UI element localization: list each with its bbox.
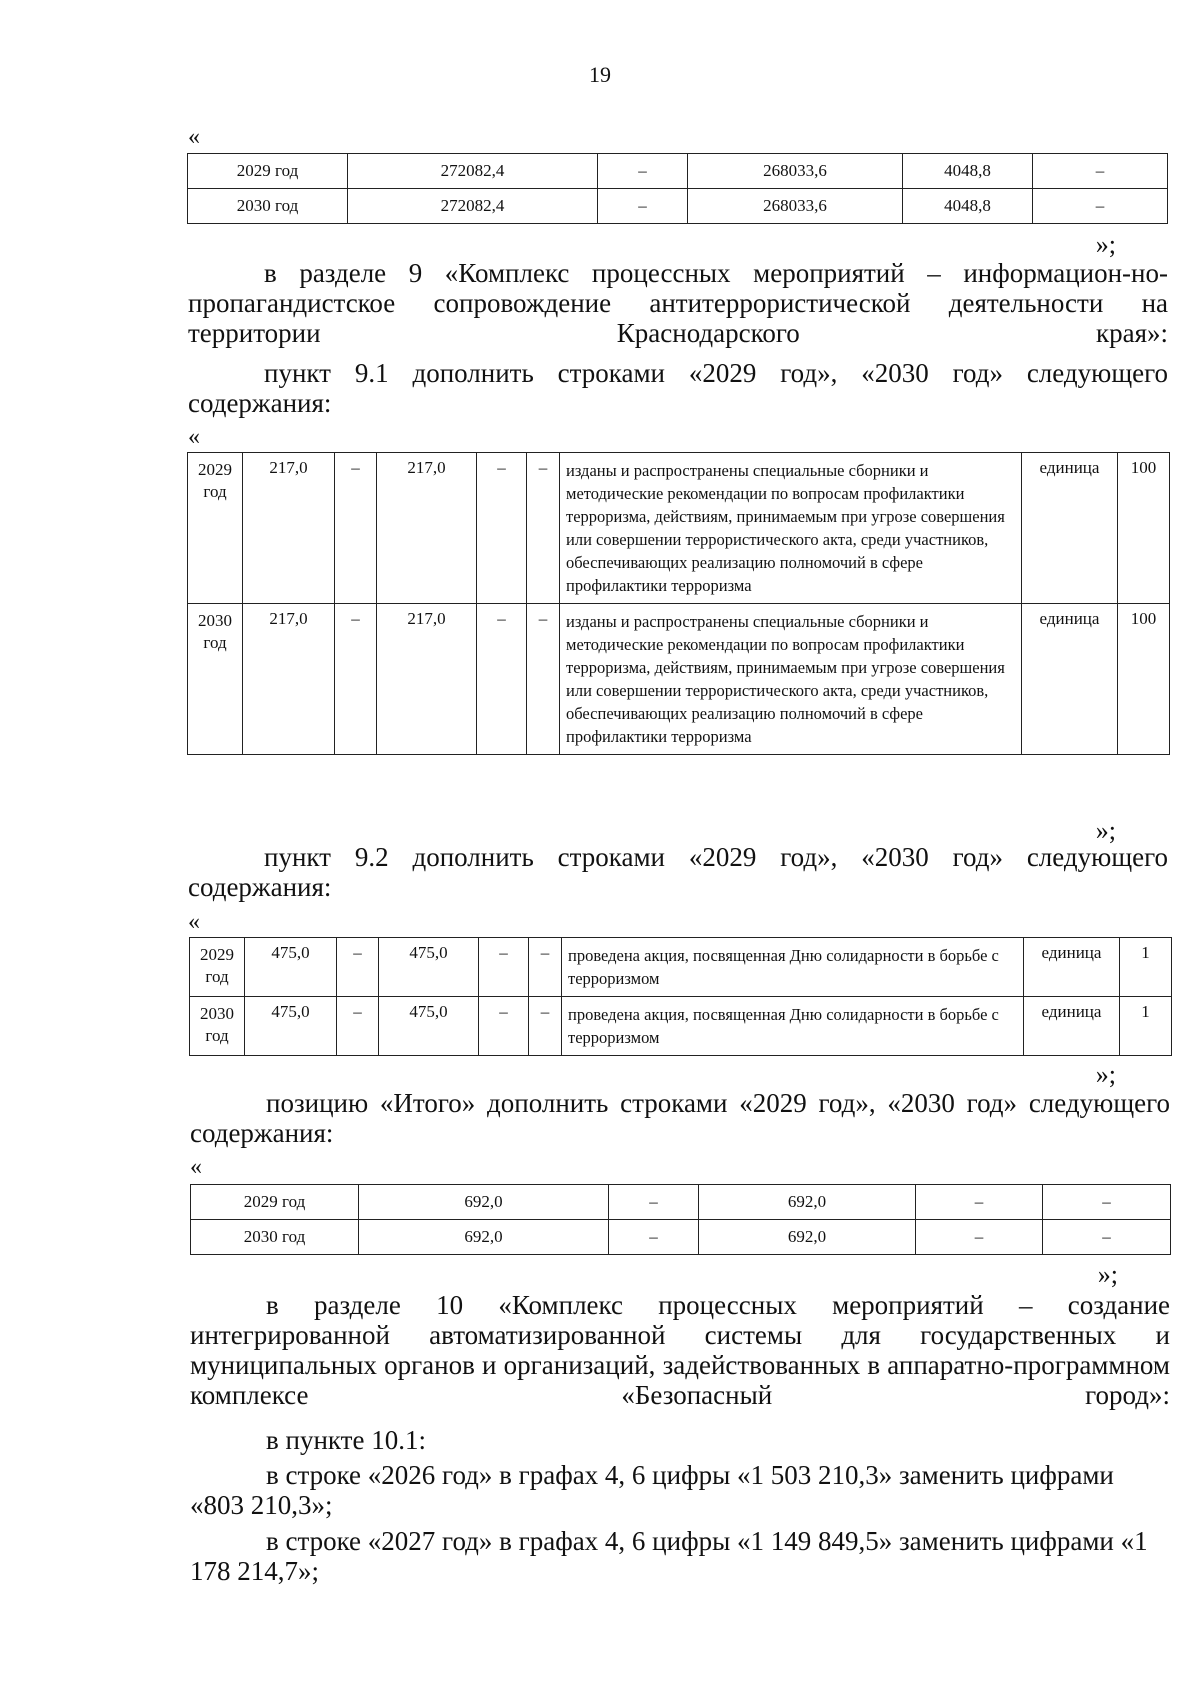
year-number: 2029 (200, 945, 234, 964)
closing-quote: »; (1095, 230, 1116, 259)
page-number: 19 (589, 62, 611, 87)
value-cell: – (337, 997, 379, 1056)
value-cell: – (479, 997, 529, 1056)
paragraph-section9: в разделе 9 «Комплекс процессных мероприятий – информацион-но-пропагандистское сопровождение антитеррористической деятельности на территории Краснодарского края»: (188, 258, 1168, 348)
year-word: год (205, 1026, 229, 1045)
value-cell: 4048,8 (903, 189, 1033, 224)
paragraph-2027: в строке «2027 год» в графах 4, 6 цифры «1 149 849,5» заменить цифрами «1 178 214,7»; (190, 1526, 1148, 1586)
value-cell: – (527, 453, 560, 604)
value-cell: 268033,6 (688, 189, 903, 224)
value-cell: 217,0 (377, 453, 477, 604)
value-cell: 475,0 (379, 997, 479, 1056)
value-cell: 217,0 (243, 604, 335, 755)
opening-quote: « (188, 909, 200, 935)
value-cell: – (1033, 154, 1168, 189)
value-cell: 217,0 (377, 604, 477, 755)
value-cell: – (529, 938, 562, 997)
target-value-cell: 100 (1118, 604, 1170, 755)
paragraph-itogo: позицию «Итого» дополнить строками «2029 год», «2030 год» следующего содержания: (190, 1088, 1170, 1148)
table-row (188, 189, 1168, 224)
year-cell: 2030 год (191, 1220, 359, 1255)
value-cell: – (527, 604, 560, 755)
year-word: год (203, 633, 227, 652)
table-itogo (190, 1184, 1171, 1255)
table-9-2 (189, 937, 1172, 1056)
paragraph-9-2: пункт 9.2 дополнить строками «2029 год», «2030 год» следующего содержания: (188, 842, 1168, 902)
target-value-cell: 1 (1120, 997, 1172, 1056)
year-cell (188, 604, 243, 755)
year-cell: 2029 год (191, 1185, 359, 1220)
result-text-cell: проведена акция, посвященная Дню солидарности в борьбе с терроризмом (562, 938, 1024, 997)
table-row (191, 1185, 1171, 1220)
year-cell (190, 938, 245, 997)
value-cell: – (1043, 1220, 1171, 1255)
opening-quote: « (190, 1154, 202, 1180)
value-cell: 475,0 (379, 938, 479, 997)
year-number: 2030 (198, 611, 232, 630)
value-cell: – (598, 189, 688, 224)
value-cell: 268033,6 (688, 154, 903, 189)
value-cell: 692,0 (359, 1185, 609, 1220)
opening-quote: « (188, 124, 200, 150)
target-value-cell: 1 (1120, 938, 1172, 997)
paragraph-2026: в строке «2026 год» в графах 4, 6 цифры «1 503 210,3» заменить цифрами «803 210,3»; (190, 1460, 1114, 1520)
paragraph-10-1: в пункте 10.1: (266, 1425, 426, 1455)
value-cell: 475,0 (245, 938, 337, 997)
value-cell: – (335, 604, 377, 755)
year-cell: 2030 год (188, 189, 348, 224)
value-cell: 217,0 (243, 453, 335, 604)
value-cell: – (1043, 1185, 1171, 1220)
value-cell: – (609, 1220, 699, 1255)
table-row (188, 604, 1170, 755)
value-cell: 272082,4 (348, 154, 598, 189)
unit-cell: единица (1024, 938, 1120, 997)
unit-cell: единица (1022, 453, 1118, 604)
value-cell: 475,0 (245, 997, 337, 1056)
value-cell: 4048,8 (903, 154, 1033, 189)
value-cell: – (916, 1185, 1043, 1220)
value-cell: 692,0 (359, 1220, 609, 1255)
year-word: год (205, 967, 229, 986)
value-cell: – (479, 938, 529, 997)
table-row (190, 938, 1172, 997)
table-row (191, 1220, 1171, 1255)
value-cell: 692,0 (699, 1185, 916, 1220)
closing-quote: »; (1095, 1060, 1116, 1089)
value-cell: – (529, 997, 562, 1056)
result-text-cell: изданы и распространены специальные сборники и методические рекомендации по вопросам профилактики терроризма, действиям, принимаемым при угрозе совершения или совершении террористического акта, среди участников, обеспечивающих реализацию полномочий в сфере профилактики терроризма (560, 453, 1022, 604)
table-row (190, 997, 1172, 1056)
unit-cell: единица (1022, 604, 1118, 755)
value-cell: 692,0 (699, 1220, 916, 1255)
table-9-1 (187, 452, 1170, 755)
year-cell (190, 997, 245, 1056)
year-number: 2030 (200, 1004, 234, 1023)
value-cell: – (609, 1185, 699, 1220)
opening-quote: « (188, 424, 200, 450)
result-text-cell: изданы и распространены специальные сборники и методические рекомендации по вопросам профилактики терроризма, действиям, принимаемым при угрозе совершения или совершении террористического акта, среди участников, обеспечивающих реализацию полномочий в сфере профилактики терроризма (560, 604, 1022, 755)
closing-quote: »; (1097, 1260, 1118, 1289)
table-section8 (187, 153, 1168, 224)
value-cell: – (598, 154, 688, 189)
value-cell: – (337, 938, 379, 997)
year-word: год (203, 482, 227, 501)
paragraph-section10: в разделе 10 «Комплекс процессных мероприятий – создание интегрированной автоматизированной системы для государственных и муниципальных органов и организаций, задействованных в аппаратно-программном комплексе «Безопасный город»: (190, 1290, 1170, 1410)
value-cell: – (477, 453, 527, 604)
paragraph-9-1: пункт 9.1 дополнить строками «2029 год», «2030 год» следующего содержания: (188, 358, 1168, 418)
table-row (188, 154, 1168, 189)
value-cell: – (477, 604, 527, 755)
closing-quote: »; (1095, 816, 1116, 845)
value-cell: 272082,4 (348, 189, 598, 224)
year-cell: 2029 год (188, 154, 348, 189)
unit-cell: единица (1024, 997, 1120, 1056)
value-cell: – (916, 1220, 1043, 1255)
year-number: 2029 (198, 460, 232, 479)
table-row (188, 453, 1170, 604)
target-value-cell: 100 (1118, 453, 1170, 604)
year-cell (188, 453, 243, 604)
value-cell: – (1033, 189, 1168, 224)
value-cell: – (335, 453, 377, 604)
result-text-cell: проведена акция, посвященная Дню солидарности в борьбе с терроризмом (562, 997, 1024, 1056)
